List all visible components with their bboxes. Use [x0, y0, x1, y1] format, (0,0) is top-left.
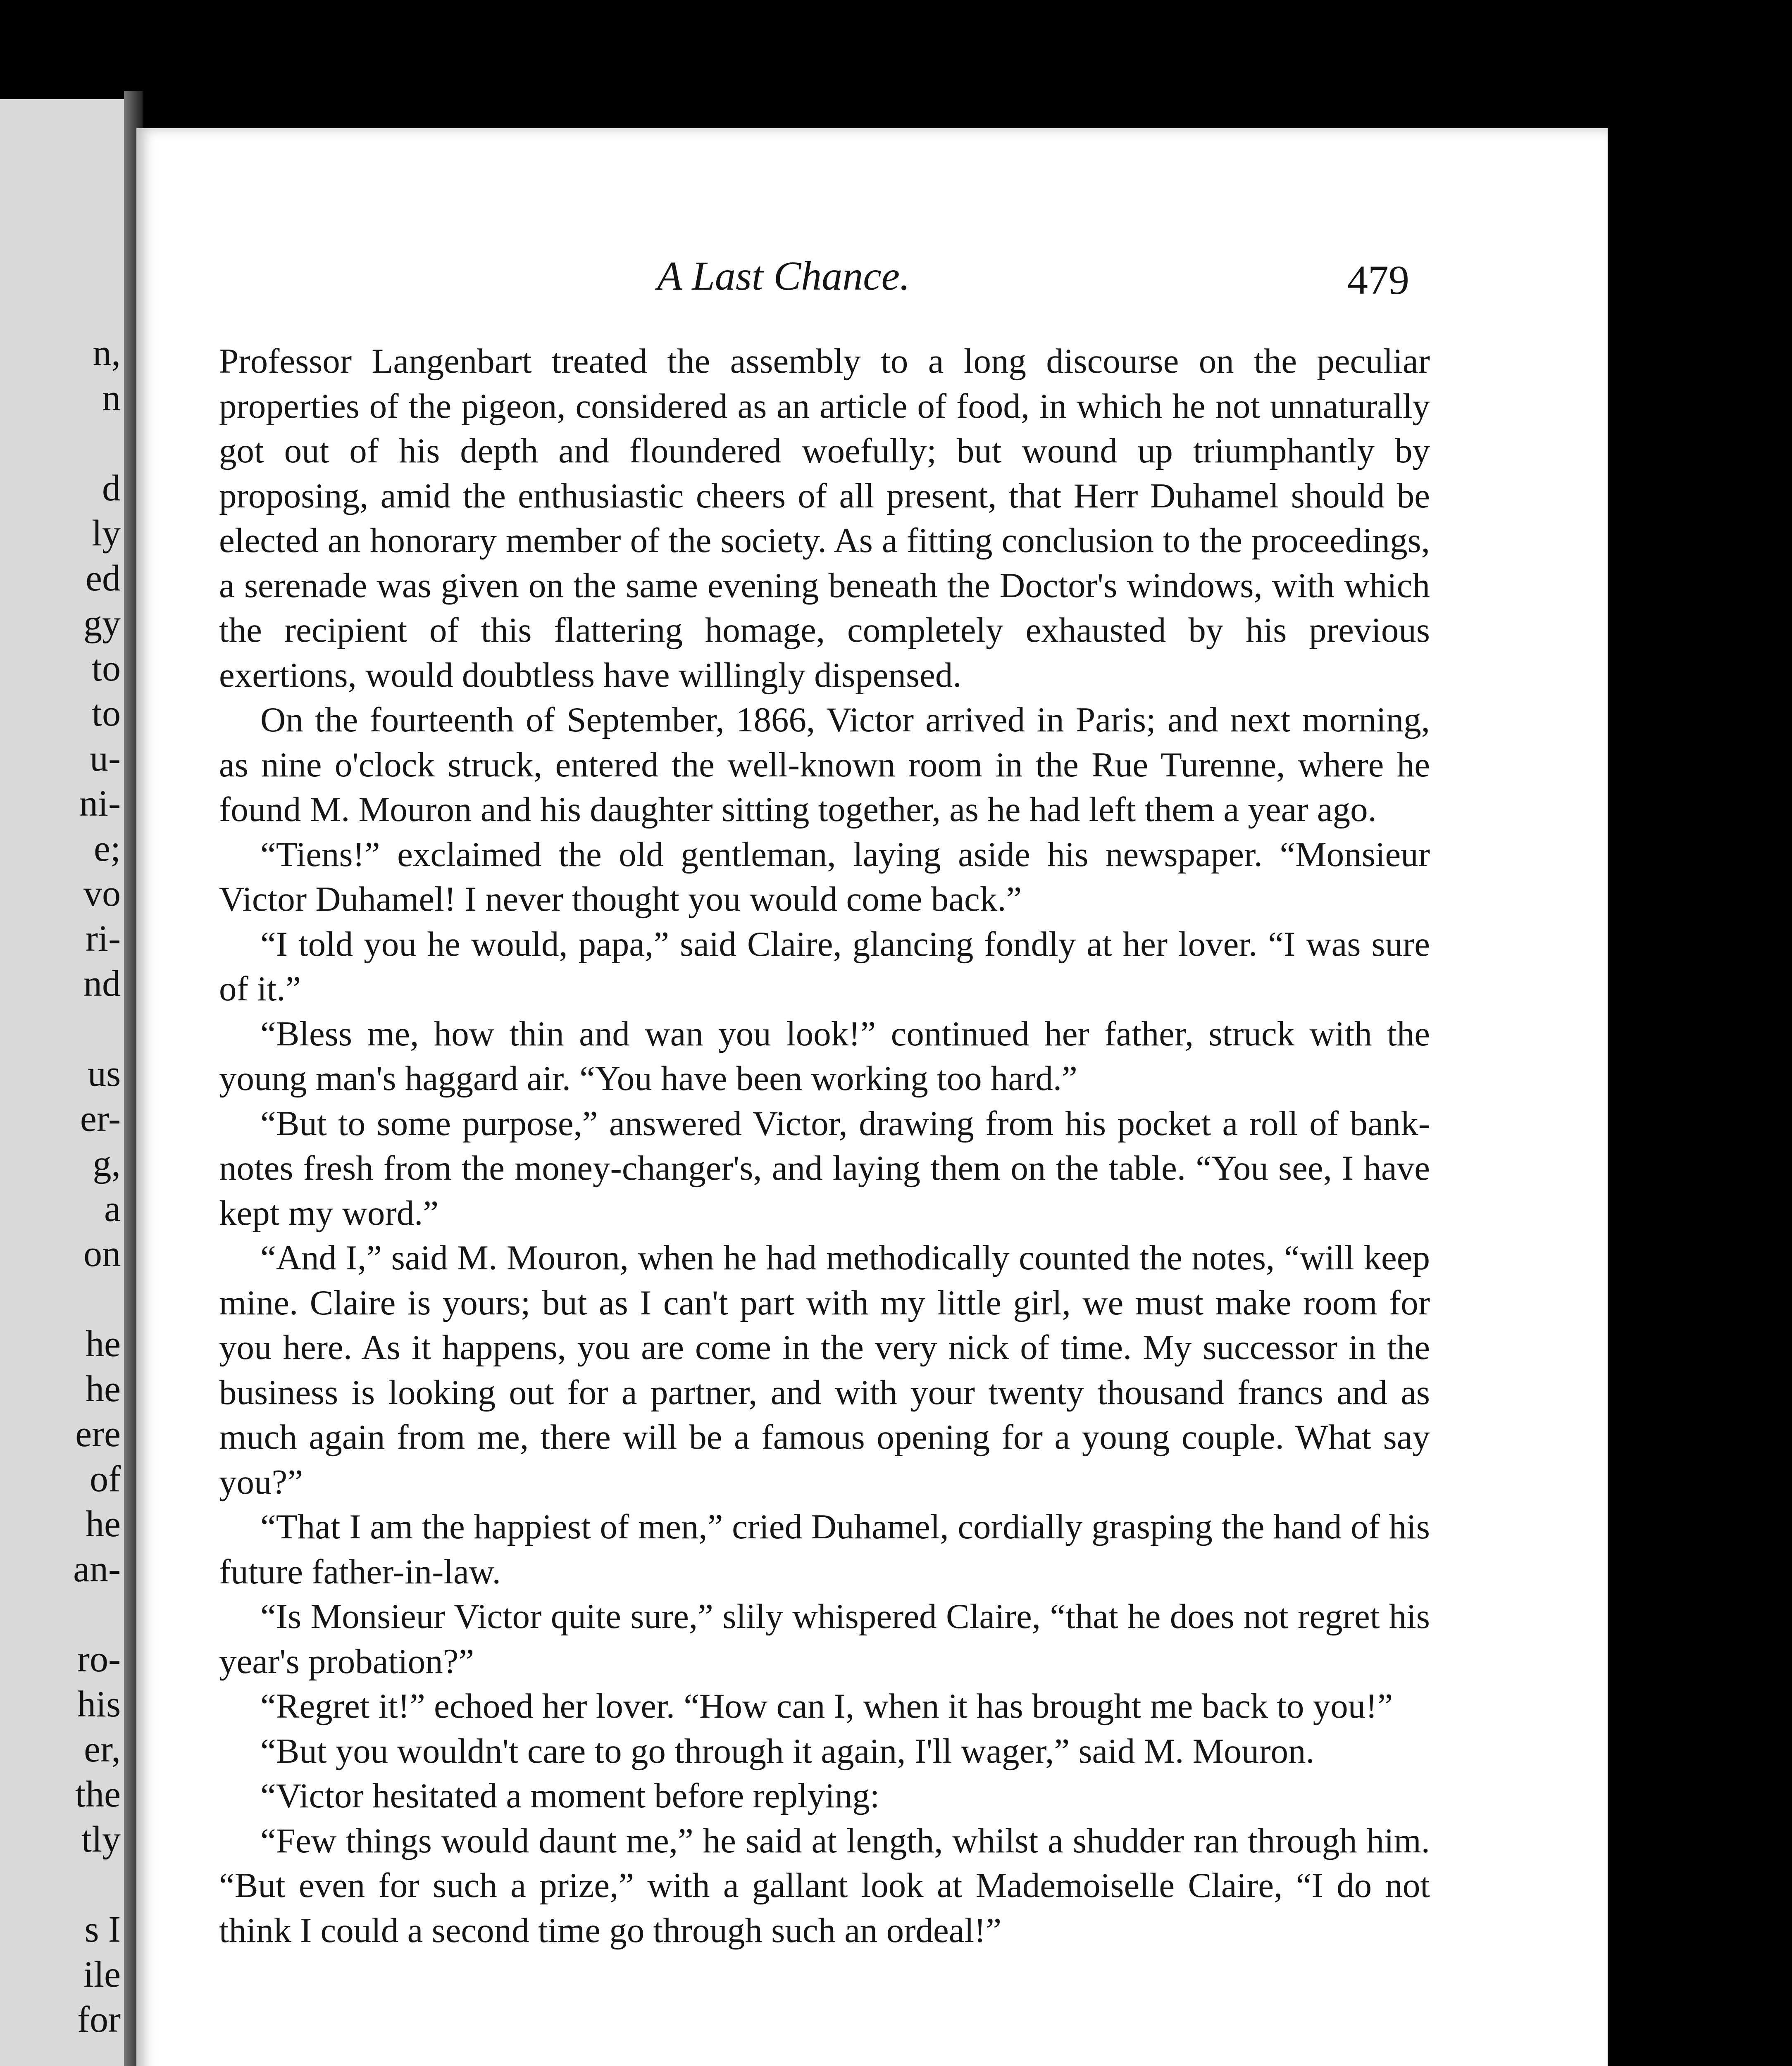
left-page-fragment: on [83, 1233, 121, 1274]
left-page-fragment: of [90, 1459, 121, 1500]
left-page-fragment [13, 1862, 121, 1907]
left-page-fragment: ly [91, 513, 121, 554]
paragraph: “That I am the happiest of men,” cried Duhamel, cordially grasping the hand of his future father-in-law. [219, 1507, 1430, 1591]
left-page-fragment: us [87, 1053, 121, 1094]
left-page-fragment: s I [84, 1909, 121, 1950]
paragraph: “Tiens!” exclaimed the old gentleman, laying aside his newspaper. “Monsieur Victor Duhamel! I never thought you would come back.” [219, 835, 1430, 919]
left-page-fragment: for [77, 1999, 121, 2040]
book-page [136, 128, 1608, 2066]
body-text [219, 339, 1430, 1953]
left-page-text-fragments [13, 331, 121, 2066]
paragraph: “Bless me, how thin and wan you look!” continued her father, struck with the young man's haggard air. “You have been working too hard.” [219, 1014, 1430, 1098]
paragraph: “Is Monsieur Victor quite sure,” slily whispered Claire, “that he does not regret his year's probation?” [219, 1597, 1430, 1681]
left-page-fragment: ri- [86, 918, 121, 959]
paragraph: “But to some purpose,” answered Victor, drawing from his pocket a roll of bank-notes fresh from the money-changer's, and laying them on the table. “You see, I have kept my word.” [219, 1104, 1430, 1233]
paragraph: “Regret it!” echoed her lover. “How can I, when it has brought me back to you!” [260, 1687, 1393, 1726]
left-page-fragment: he [86, 1369, 121, 1409]
left-page-fragment: er, [84, 1729, 121, 1770]
left-page-fragment [13, 1006, 121, 1051]
left-page-fragment: nd [83, 963, 121, 1004]
left-page-fragment: u- [90, 738, 121, 779]
left-page-fragment: ile [83, 1954, 121, 1995]
left-page-fragment: to [91, 693, 121, 734]
left-page-fragment: er- [80, 1098, 121, 1139]
left-page-fragment: a [104, 1188, 121, 1229]
running-head [136, 252, 1608, 306]
left-page-fragment: tly [81, 1819, 121, 1860]
paragraph: “Victor hesitated a moment before replying: [260, 1776, 880, 1815]
paragraph: “And I,” said M. Mouron, when he had methodically counted the notes, “will keep mine. Claire is yours; but as I can't part with my little girl, we must make room for you here. As it happens, you are come in the very nick of time. My successor in the business is looking out for a partner, and with your twenty thousand francs and as much again from me, there will be a famous opening for a young couple. What say you?” [219, 1238, 1430, 1502]
left-page-fragment: an- [73, 1549, 121, 1590]
left-page-fragment: e; [94, 828, 121, 869]
left-page-fragment: he [86, 1504, 121, 1545]
left-facing-page [0, 99, 124, 2066]
paragraph: “I told you he would, papa,” said Claire, glancing fondly at her lover. “I was sure of it.” [219, 924, 1430, 1008]
left-page-fragment: vo [83, 873, 121, 914]
paragraph: “But you wouldn't care to go through it again, I'll wager,” said M. Mouron. [260, 1731, 1315, 1771]
left-page-fragment: d [102, 468, 121, 509]
left-page-fragment: the [75, 1774, 121, 1815]
page-number: 479 [1347, 257, 1409, 303]
left-page-fragment: to [91, 648, 121, 689]
left-page-fragment: gy [83, 603, 121, 644]
paragraph: “Few things would daunt me,” he said at length, whilst a shudder ran through him. “But even for such a prize,” with a gallant look at Mademoiselle Claire, “I do not think I could a second time go through such an ordeal!” [219, 1821, 1430, 1950]
left-page-fragment: ere [75, 1414, 121, 1454]
left-page-fragment: n [102, 378, 121, 419]
left-page-fragment [13, 1592, 121, 1637]
left-page-fragment [13, 2042, 121, 2066]
paragraph: On the fourteenth of September, 1866, Victor arrived in Paris; and next morning, as nine o'clock struck, entered the well-known room in the Rue Turenne, where he found M. Mouron and his daughter sitting together, as he had left them a year ago. [219, 700, 1430, 829]
left-page-fragment: his [77, 1684, 121, 1725]
left-page-fragment: he [86, 1323, 121, 1364]
left-page-fragment: n, [93, 333, 121, 374]
left-page-fragment [13, 421, 121, 466]
paragraph: Professor Langenbart treated the assembly to a long discourse on the peculiar properties of the pigeon, considered as an article of food, in which he not unnaturally got out of his depth and floundered woefully; but wound up triumphantly by proposing, amid the enthusiastic cheers of all present, that Herr Duhamel should be elected an honorary member of the society. As a fitting conclusion to the proceedings, a serenade was given on the same evening beneath the Doctor's windows, with which the recipient of this flattering homage, completely exhausted by his previous exertions, would doubtless have willingly dispensed. [219, 342, 1430, 695]
left-page-fragment: g, [93, 1143, 121, 1184]
running-title: A Last Chance. [657, 253, 910, 299]
left-page-fragment: ro- [77, 1639, 121, 1680]
left-page-fragment: ni- [79, 783, 121, 824]
left-page-fragment: ed [86, 558, 121, 599]
left-page-fragment [13, 1276, 121, 1321]
